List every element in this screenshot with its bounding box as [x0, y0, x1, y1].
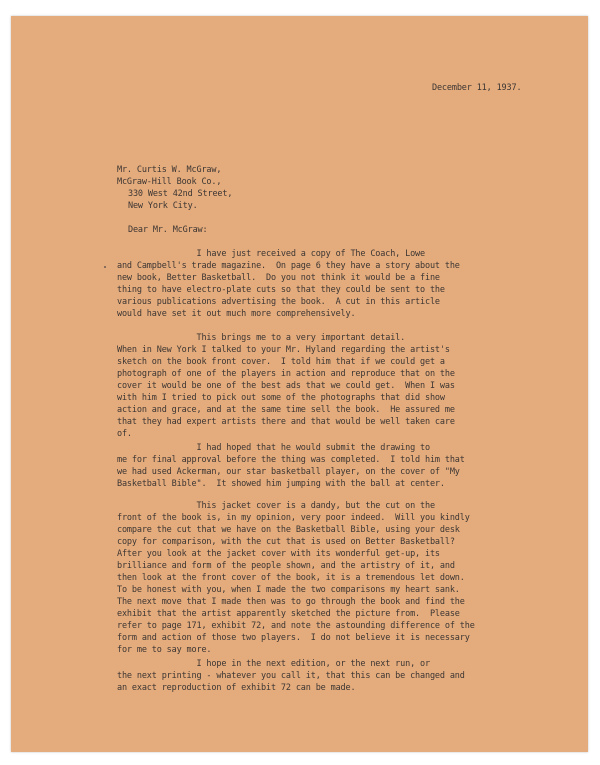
paragraph-line: copy for comparison, with the cut that is used on Better Basketball? — [117, 537, 455, 547]
paragraph-line: with him I tried to pick out some of the photographs that did show — [117, 393, 445, 403]
paragraph-line: This jacket cover is a dandy, but the cut on the — [117, 501, 435, 511]
recipient-name: Mr. Curtis W. McGraw, — [117, 165, 222, 175]
paragraph-line: me for final approval before the thing was completed. I told him that — [117, 455, 465, 465]
paragraph-2 — [117, 332, 557, 440]
paragraph-line: an exact reproduction of exhibit 72 can be made. — [117, 683, 356, 693]
letter-date: December 11, 1937. — [432, 83, 522, 93]
paragraph-line: new book, Better Basketball. Do you not think it would be a fine — [117, 273, 440, 283]
paragraph-line: that they had expert artists there and that would be well taken care — [117, 417, 455, 427]
recipient-street: 330 West 42nd Street, — [128, 189, 233, 199]
paragraph-line: I hope in the next edition, or the next run, or — [117, 659, 430, 669]
paragraph-line: The next move that I made then was to go through the book and find the — [117, 597, 465, 607]
paragraph-line: form and action of those two players. I do not believe it is necessary — [117, 633, 470, 643]
paragraph-line: for me to say more. — [117, 645, 212, 655]
paragraph-line: compare the cut that we have on the Basketball Bible, using your desk — [117, 525, 460, 535]
paragraph-line: I have just received a copy of The Coach, Lowe — [117, 249, 425, 259]
paragraph-line: then look at the front cover of the book, it is a tremendous let down. — [117, 573, 465, 583]
paragraph-line: thing to have electro-plate cuts so that they could be sent to the — [117, 285, 445, 295]
paragraph-line: would have set it out much more comprehensively. — [117, 309, 356, 319]
paragraph-line: brilliance and form of the people shown, and the artistry of it, and — [117, 561, 455, 571]
paragraph-line: This brings me to a very important detail. — [117, 333, 406, 343]
paragraph-line: we had used Ackerman, our star basketball player, on the cover of "My — [117, 467, 460, 477]
paragraph-line: action and grace, and at the same time sell the book. He assured me — [117, 405, 455, 415]
recipient-company: McGraw-Hill Book Co., — [117, 177, 222, 187]
paragraph-line: and Campbell's trade magazine. On page 6 they have a story about the — [117, 261, 460, 271]
recipient-city: New York City. — [128, 201, 198, 211]
salutation: Dear Mr. McGraw: — [128, 225, 208, 235]
paragraph-4 — [117, 500, 557, 656]
paragraph-line: front of the book is, in my opinion, very poor indeed. Will you kindly — [117, 513, 470, 523]
paragraph-line: After you look at the jacket cover with its wonderful get-up, its — [117, 549, 440, 559]
paragraph-line: cover it would be one of the best ads that we could get. When I was — [117, 381, 455, 391]
paragraph-line: When in New York I talked to your Mr. Hyland regarding the artist's — [117, 345, 450, 355]
paragraph-line: photograph of one of the players in action and reproduce that on the — [117, 369, 455, 379]
paragraph-line: I had hoped that he would submit the drawing to — [117, 443, 430, 453]
paragraph-5 — [117, 658, 557, 694]
letter-page — [11, 16, 588, 752]
paragraph-line: of. — [117, 429, 132, 439]
paragraph-line: Basketball Bible". It showed him jumping with the ball at center. — [117, 479, 445, 489]
paragraph-line: sketch on the book front cover. I told him that if we could get a — [117, 357, 445, 367]
paragraph-line: various publications advertising the book. A cut in this article — [117, 297, 440, 307]
paragraph-line: To be honest with you, when I made the two comparisons my heart sank. — [117, 585, 460, 595]
paragraph-line: refer to page 171, exhibit 72, and note the astounding difference of the — [117, 621, 475, 631]
margin-mark — [104, 266, 106, 268]
paragraph-line: the next printing - whatever you call it, that this can be changed and — [117, 671, 465, 681]
paragraph-1 — [117, 248, 557, 320]
paragraph-3 — [117, 442, 557, 490]
paragraph-line: exhibit that the artist apparently sketched the picture from. Please — [117, 609, 460, 619]
